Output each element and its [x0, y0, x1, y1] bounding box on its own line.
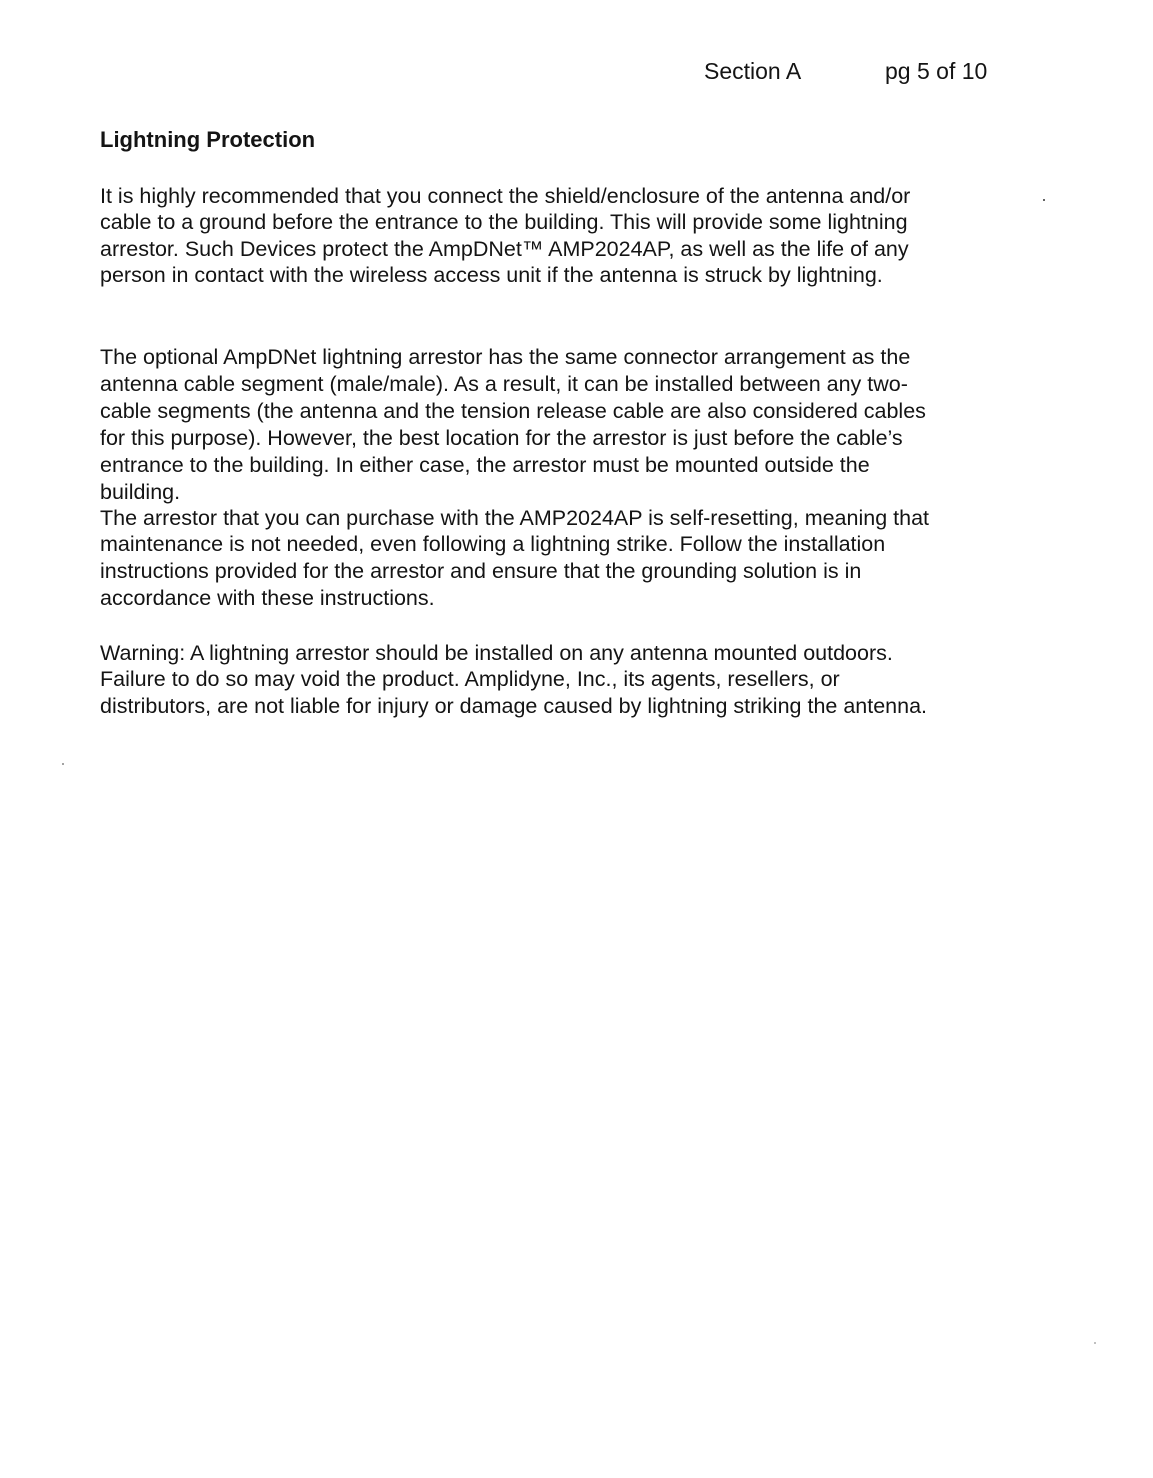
text-line: cable segments (the antenna and the tension release cable are also considered cables: [100, 399, 926, 423]
page-header: [0, 58, 1153, 88]
text-line: person in contact with the wireless access unit if the antenna is struck by lightning.: [100, 263, 883, 287]
text-line: The optional AmpDNet lightning arrestor has the same connector arrangement as the: [100, 345, 911, 369]
page-number: pg 5 of 10: [885, 58, 988, 84]
scan-speck: [1043, 199, 1045, 201]
text-line: Warning: A lightning arrestor should be installed on any antenna mounted outdoors.: [100, 641, 893, 665]
text-line: It is highly recommended that you connect the shield/enclosure of the antenna and/or: [100, 184, 911, 208]
text-line: for this purpose). However, the best location for the arrestor is just before the cable’s: [100, 426, 903, 450]
text-line: The arrestor that you can purchase with the AMP2024AP is self-resetting, meaning that: [100, 506, 929, 530]
text-line: building.: [100, 480, 181, 504]
text-line: arrestor. Such Devices protect the AmpDNet™ AMP2024AP, as well as the life of any: [100, 237, 909, 261]
section-heading: Lightning Protection: [100, 127, 316, 152]
text-line: instructions provided for the arrestor and ensure that the grounding solution is in: [100, 559, 862, 583]
text-line: maintenance is not needed, even following a lightning strike. Follow the installation: [100, 532, 886, 556]
text-line: accordance with these instructions.: [100, 586, 435, 610]
text-line: antenna cable segment (male/male). As a result, it can be installed between any two-: [100, 372, 908, 396]
scan-speck: [62, 763, 64, 765]
text-line: entrance to the building. In either case, the arrestor must be mounted outside the: [100, 453, 870, 477]
section-label: Section A: [704, 58, 802, 84]
scan-speck: [1094, 1342, 1096, 1344]
text-line: cable to a ground before the entrance to the building. This will provide some lightning: [100, 210, 908, 234]
text-line: distributors, are not liable for injury or damage caused by lightning striking the antenna.: [100, 694, 928, 718]
text-line: Failure to do so may void the product. Amplidyne, Inc., its agents, resellers, or: [100, 667, 840, 691]
